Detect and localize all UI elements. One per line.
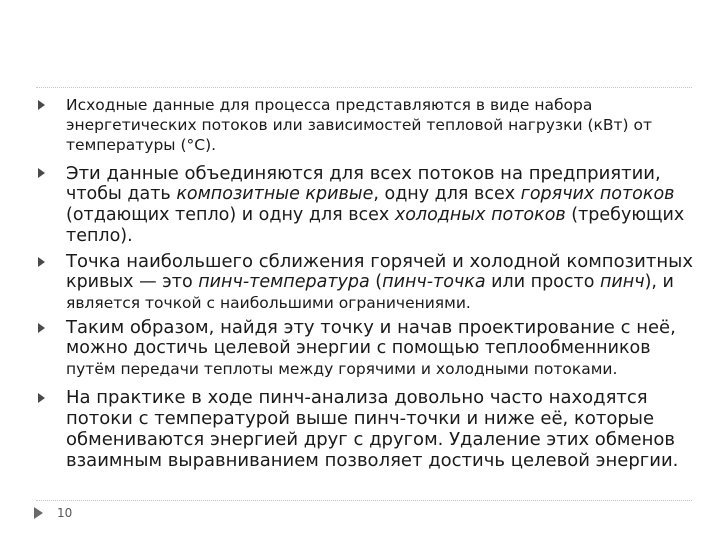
bullet-line [66,359,688,379]
bullet-line [66,450,688,471]
text-run: Таким образом, найдя эту точку и начав проектирование с неё, [66,317,676,338]
text-run: тепло). [66,226,133,246]
page-number: 10 [57,506,73,520]
text-run: можно достичь целевой энергии с помощью теплообменников [66,338,651,358]
bullet-item-5 [38,387,688,471]
bullet-text [66,95,688,155]
emphasized-term: холодных потоков [394,205,566,225]
bullet-line [66,184,688,205]
bullet-arrow-icon [38,393,45,403]
bullet-line [66,272,688,293]
bullet-line [66,226,688,247]
bullet-line [66,163,688,184]
text-run: потоки с температурой выше пинч-точки и ниже её, которые [66,408,655,429]
bullet-line [66,115,688,135]
bullet-line [66,408,688,429]
text-run: ), и [644,272,674,292]
text-run: , одну для всех [373,184,521,204]
bullet-text [66,387,688,471]
text-run: ( [369,272,383,292]
top-divider [36,87,692,88]
emphasized-term: композитные кривые [176,184,374,204]
bullet-list [38,95,693,471]
emphasized-term: пинч [599,272,645,292]
text-run: путём передачи теплоты между горячими и холодными потоками. [66,360,618,378]
bullet-arrow-icon [38,323,45,333]
text-run: взаимным выравниванием позволяет достичь целевой энергии. [66,450,679,471]
bullet-arrow-icon [38,100,45,110]
text-run: энергетических потоков или зависимостей тепловой нагрузки (кВт) от [66,116,653,134]
bullet-text [66,163,688,247]
bullet-item-2 [38,163,688,247]
bullet-text [66,317,688,379]
text-run: является точкой с наибольшими ограничениями. [66,294,471,312]
text-run: Эти данные объединяются для всех потоков на предприятии, [66,163,661,184]
text-run: кривых — это [66,272,199,292]
bullet-item-4 [38,317,688,379]
text-run: На практике в ходе пинч-анализа довольно часто находятся [66,387,648,408]
bottom-divider [36,500,692,501]
bullet-line [66,251,693,272]
bullet-line [66,429,688,450]
text-run: чтобы дать [66,184,177,204]
footer-arrow-icon [34,507,43,519]
bullet-text [66,251,693,313]
text-run: температуры (°С). [66,136,217,154]
bullet-line [66,95,688,115]
bullet-line [66,338,688,359]
bullet-line [66,317,688,338]
bullet-item-1 [38,95,688,155]
emphasized-term: пинч-температура [198,272,370,292]
text-run: (отдающих тепло) и одну для всех [66,205,395,225]
bullet-arrow-icon [38,257,45,267]
bullet-line [66,135,688,155]
text-run: или просто [485,272,600,292]
bullet-item-3 [38,251,693,313]
bullet-line [66,293,688,313]
emphasized-term: пинч-точка [382,272,486,292]
text-run: обмениваются энергией друг с другом. Удаление этих обменов [66,429,675,450]
bullet-line [66,387,688,408]
text-run: (требующих [565,205,685,225]
text-run: Точка наибольшего сближения горячей и холодной композитных [66,251,693,272]
text-run: Исходные данные для процесса представляются в виде набора [66,96,593,114]
emphasized-term: горячих потоков [520,184,675,204]
bullet-arrow-icon [38,168,45,178]
bullet-line [66,205,688,226]
